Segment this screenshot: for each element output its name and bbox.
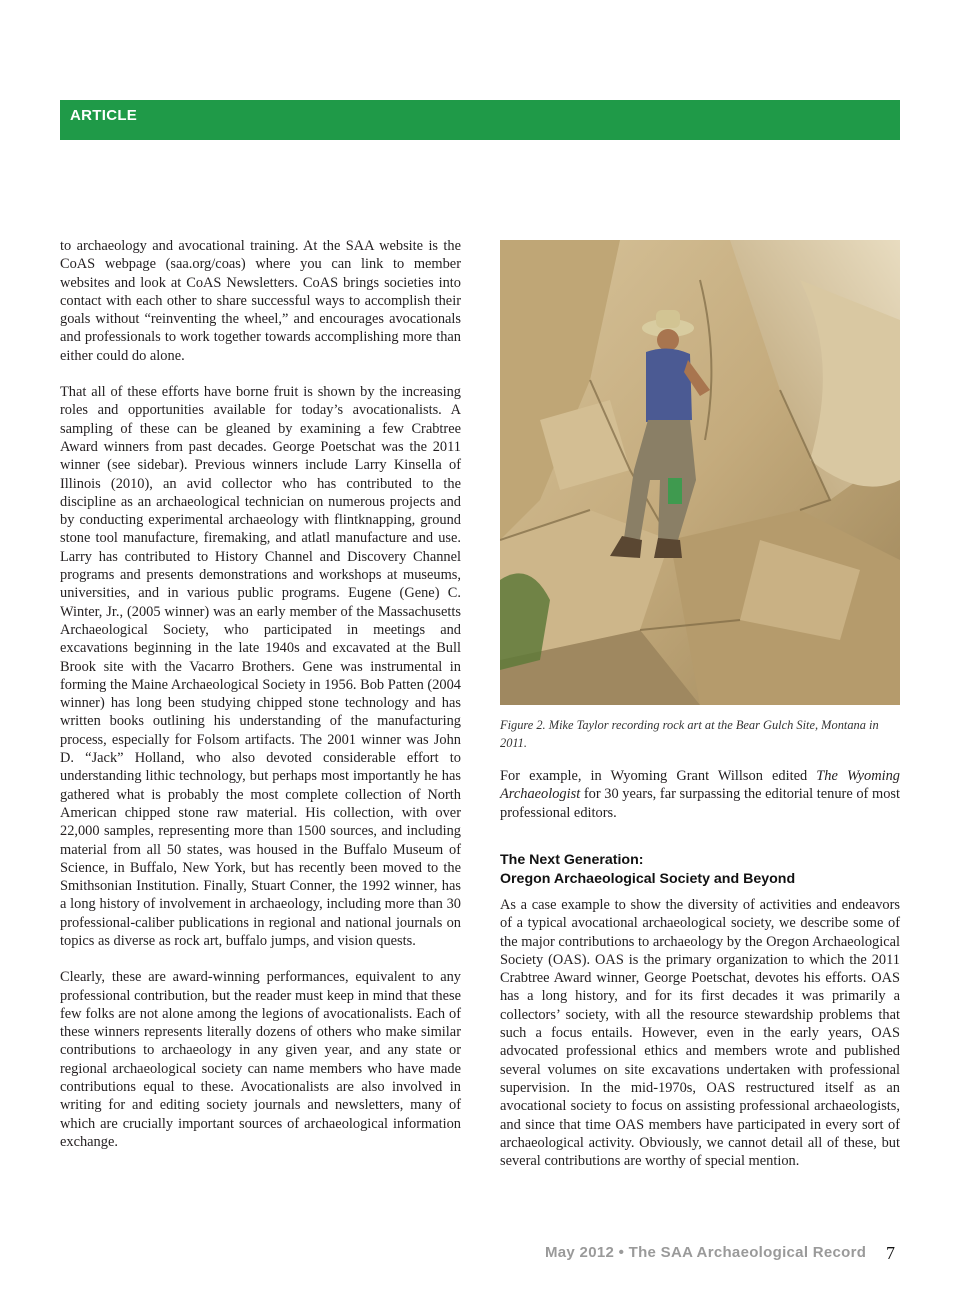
left-paragraph-1: to archaeology and avocational training. At the SAA website is the CoAS webpage (saa.org/coas) where you can link to member websites and look at CoAS Newsletters. CoAS brings societies into contact with each other to share successful ways to accomplish their goals without “reinventing the wheel,” and encourages avocationals and professionals to work together towards accomplishing more than either could do alone.: [60, 238, 461, 364]
section-banner: [60, 100, 900, 140]
figure-photo: [500, 240, 900, 705]
right-paragraph-1-start: For example, in Wyoming Grant Willson edited: [500, 768, 817, 784]
section-label: ARTICLE: [70, 107, 138, 124]
figure-caption: Figure 2. Mike Taylor recording rock art at the Bear Gulch Site, Montana in 2011.: [500, 718, 879, 750]
left-paragraph-3: Clearly, these are award-winning performances, equivalent to any professional contribution, but the reader must keep in mind that these few folks are not alone among the legions of avocationalists. Each of these winners represents literally dozens of others who make similar contributions to archaeology in any given year, and any state or regional archaeological society can name members who have made contributions equal to these. Avocationalists are also involved in writing for and editing society journals and newsletters, many of which are crucially important sources of archaeological information exchange.: [60, 969, 461, 1150]
left-column: [60, 237, 461, 1151]
right-column-bottom: [500, 896, 900, 1170]
left-paragraph-2: That all of these efforts have borne fruit is shown by the increasing roles and opportunities available for today’s avocationalists. A sampling of these can be gleaned by examining a few Crabtree Award winners from past decades. George Poetschat was the 2011 winner (see sidebar). Previous winners include Larry Kinsella of Illinois (2010), an avid collector who has contributed to the discipline as an archaeological technician on numerous projects and by conducting experimental archaeology with flintknapping, ground stone tool manufacture, firemaking, and atlatl manufacture and use. Larry has contributed to History Channel and Discovery Channel programs and presents demonstrations and workshops at museums, universities, and in various public programs. Eugene (Gene) C. Winter, Jr., (2005 winner) was an early member of the Massachusetts Archaeological Society, who participated in meetings and excavations beginning in the late 1940s and excavated at the Bull Brook site with the Vacarro Brothers. Gene was instrumental in forming the Maine Archaeological Society in 1956. Bob Patten (2004 winner) has long been studying chipped stone technology and has written books outlining his understanding of the manufacturing process, especially for Folsom artifacts. The 2001 winner was John D. “Jack” Holland, who also devoted considerable effort to understanding lithic technology, but perhaps most importantly he has gathered what is probably the most complete collection of North American chipped stone raw material. His collection, with over 22,000 samples, representing more than 1500 sources, and including material from all 50 states, was housed in the Buffalo Museum of Science, in Buffalo, New York, but has recently been moved to the Smithsonian Institution. Finally, Stuart Conner, the 1992 winner, has a long history of involvement in archaeology, including more than 30 professional-caliber publications in regional and national journals on topics as diverse as rock art, buffalo jumps, and vision quests.: [60, 384, 461, 949]
section-subheading: [500, 851, 900, 889]
page-number: 7: [886, 1243, 895, 1263]
running-footer: May 2012 • The SAA Archaeological Record: [545, 1244, 867, 1261]
subheading-line-1: The Next Generation:: [500, 852, 644, 868]
right-column-top: [500, 767, 900, 822]
journal-title: The Wyoming Archaeologist: [500, 768, 900, 803]
right-paragraph-1: [500, 767, 900, 822]
right-paragraph-1-end: for 30 years, far surpassing the editorial tenure of most professional editors.: [500, 786, 900, 821]
rock-art-photo-illustration: [500, 240, 900, 705]
subheading-line-2: Oregon Archaeological Society and Beyond: [500, 871, 796, 887]
right-paragraph-2: As a case example to show the diversity of activities and endeavors of a typical avocational archaeological society, we describe some of the major contributions to archaeology by the Oregon Archaeological Society (OAS). OAS is the primary organization to which the 2011 Crabtree Award winner, George Poetschat, devotes his efforts. OAS has a long history, and for its first decades it was primarily a collectors’ society, with all the resource stewardship problems that such a focus entails. However, even in the early years, OAS advocated professional ethics and members wrote and published several volumes on site excavations undertaken with professional supervision. In the mid-1970s, OAS restructured itself as an avocational society to focus on assisting professional archaeologists, and since that time OAS members have participated in every sort of archaeological activity. Obviously, we cannot detail all of these, but several contributions are worthy of special mention.: [500, 897, 900, 1170]
